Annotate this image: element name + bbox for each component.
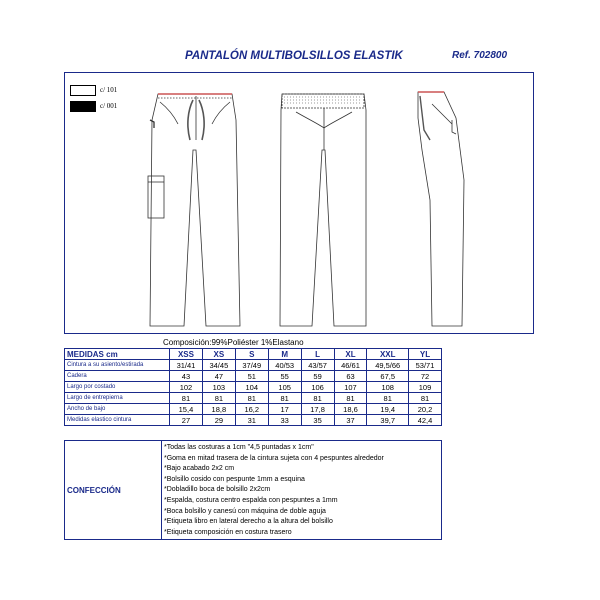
row-label: Cadera bbox=[65, 371, 170, 382]
row-label: Ancho de bajo bbox=[65, 404, 170, 415]
list-item: *Dobladillo boca de bolsillo 2x2cm bbox=[164, 486, 271, 494]
table-cell: 55 bbox=[268, 371, 301, 382]
size-header: XXL bbox=[367, 349, 409, 360]
table-cell: 20,2 bbox=[409, 404, 442, 415]
table-row bbox=[65, 393, 442, 404]
size-header: XL bbox=[334, 349, 367, 360]
table-row bbox=[65, 415, 442, 426]
table-cell: 18,8 bbox=[202, 404, 235, 415]
size-header: S bbox=[235, 349, 268, 360]
table-cell: 67,5 bbox=[367, 371, 409, 382]
back-view-drawing bbox=[280, 94, 366, 326]
confeccion-section bbox=[64, 440, 442, 540]
table-cell: 27 bbox=[170, 415, 203, 426]
list-item: *Bajo acabado 2x2 cm bbox=[164, 465, 235, 473]
confeccion-list bbox=[164, 443, 384, 538]
table-cell: 37/49 bbox=[235, 360, 268, 371]
table-cell: 72 bbox=[409, 371, 442, 382]
swatch-black-label: c/ 001 bbox=[100, 102, 118, 110]
reference-number: Ref. 702800 bbox=[452, 50, 508, 61]
table-cell: 107 bbox=[334, 382, 367, 393]
table-cell: 46/61 bbox=[334, 360, 367, 371]
table-cell: 17 bbox=[268, 404, 301, 415]
list-item: *Goma en mitad trasera de la cintura sujeta con 4 pespuntes alrededor bbox=[164, 454, 384, 462]
table-cell: 49,5/66 bbox=[367, 360, 409, 371]
composition-text: Composición:99%Poliéster 1%Elastano bbox=[163, 338, 304, 347]
table-cell: 81 bbox=[367, 393, 409, 404]
table-cell: 81 bbox=[334, 393, 367, 404]
table-cell: 81 bbox=[409, 393, 442, 404]
table-cell: 31/41 bbox=[170, 360, 203, 371]
table-row bbox=[65, 382, 442, 393]
table-cell: 51 bbox=[235, 371, 268, 382]
list-item: *Etiqueta composición en costura trasero bbox=[164, 528, 292, 536]
size-header: XSS bbox=[170, 349, 203, 360]
table-cell: 39,7 bbox=[367, 415, 409, 426]
table-cell: 37 bbox=[334, 415, 367, 426]
list-item: *Boca bolsillo y canesú con máquina de doble aguja bbox=[164, 507, 326, 515]
table-header-row bbox=[65, 349, 442, 360]
measures-header-label: MEDIDAS cm bbox=[65, 349, 170, 360]
side-view-drawing bbox=[418, 92, 464, 326]
table-row bbox=[65, 371, 442, 382]
table-cell: 104 bbox=[235, 382, 268, 393]
table-cell: 103 bbox=[202, 382, 235, 393]
table-cell: 63 bbox=[334, 371, 367, 382]
table-cell: 81 bbox=[170, 393, 203, 404]
row-label: Cintura a su asiento/estirada bbox=[65, 360, 170, 371]
table-cell: 18,6 bbox=[334, 404, 367, 415]
table-cell: 15,4 bbox=[170, 404, 203, 415]
table-cell: 81 bbox=[235, 393, 268, 404]
front-view-drawing bbox=[148, 94, 240, 326]
table-row bbox=[65, 404, 442, 415]
table-cell: 109 bbox=[409, 382, 442, 393]
list-item: *Etiqueta libro en lateral derecho a la altura del bolsillo bbox=[164, 518, 333, 526]
table-cell: 81 bbox=[202, 393, 235, 404]
table-cell: 42,4 bbox=[409, 415, 442, 426]
list-item: *Espalda, costura centro espalda con pespuntes a 1mm bbox=[164, 496, 338, 504]
swatch-white-label: c/ 101 bbox=[100, 86, 118, 94]
table-cell: 47 bbox=[202, 371, 235, 382]
confeccion-label: CONFECCIÓN bbox=[65, 441, 162, 539]
table-cell: 106 bbox=[301, 382, 334, 393]
table-cell: 102 bbox=[170, 382, 203, 393]
table-cell: 19,4 bbox=[367, 404, 409, 415]
table-cell: 34/45 bbox=[202, 360, 235, 371]
table-cell: 40/53 bbox=[268, 360, 301, 371]
table-cell: 81 bbox=[268, 393, 301, 404]
size-header: XS bbox=[202, 349, 235, 360]
table-cell: 108 bbox=[367, 382, 409, 393]
measurements-table bbox=[64, 348, 442, 426]
row-label: Largo de entrepierna bbox=[65, 393, 170, 404]
table-cell: 31 bbox=[235, 415, 268, 426]
size-header: L bbox=[301, 349, 334, 360]
table-cell: 43 bbox=[170, 371, 203, 382]
table-cell: 81 bbox=[301, 393, 334, 404]
row-label: Largo por costado bbox=[65, 382, 170, 393]
list-item: *Bolsillo cosido con pespunte 1mm a esquina bbox=[164, 475, 305, 483]
table-cell: 17,8 bbox=[301, 404, 334, 415]
table-cell: 53/71 bbox=[409, 360, 442, 371]
table-cell: 33 bbox=[268, 415, 301, 426]
row-label: Medidas elastico cintura bbox=[65, 415, 170, 426]
document-title: PANTALÓN MULTIBOLSILLOS ELASTIK bbox=[185, 50, 403, 62]
table-row bbox=[65, 360, 442, 371]
size-header: M bbox=[268, 349, 301, 360]
table-cell: 35 bbox=[301, 415, 334, 426]
table-cell: 105 bbox=[268, 382, 301, 393]
size-header: YL bbox=[409, 349, 442, 360]
table-cell: 43/57 bbox=[301, 360, 334, 371]
list-item: *Todas las costuras a 1cm "4,5 puntadas x 1cm" bbox=[164, 444, 314, 451]
table-cell: 29 bbox=[202, 415, 235, 426]
table-cell: 59 bbox=[301, 371, 334, 382]
table-cell: 16,2 bbox=[235, 404, 268, 415]
